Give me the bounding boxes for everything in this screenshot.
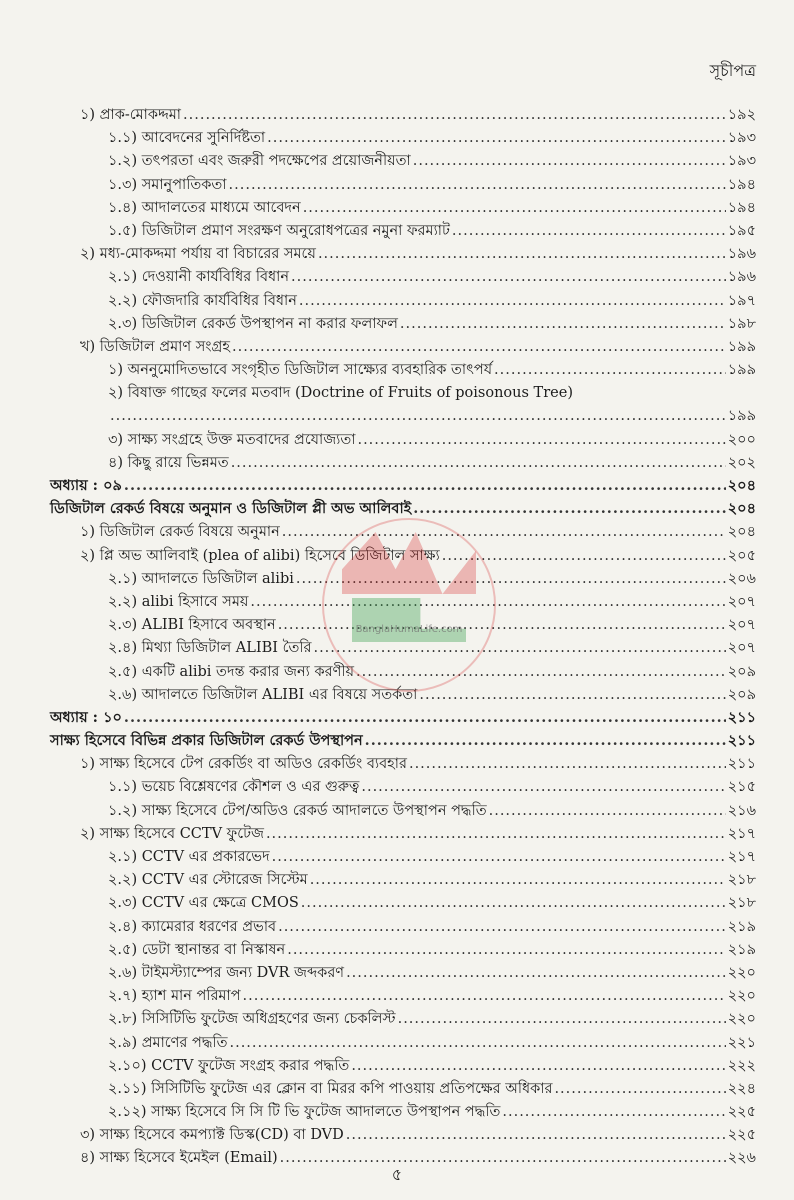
toc-entry-title: অধ্যায় : ০৯ bbox=[50, 477, 122, 494]
toc-entry bbox=[0, 684, 794, 707]
toc-entry bbox=[0, 1055, 794, 1078]
toc-leader-dots bbox=[365, 732, 726, 749]
toc-leader-dots bbox=[409, 756, 726, 772]
toc-entry bbox=[0, 591, 794, 614]
toc-entry bbox=[0, 661, 794, 684]
toc-entry-page: ২০৭ bbox=[727, 640, 756, 657]
toc-entry-page: ২০৫ bbox=[727, 547, 756, 564]
toc-entry-page: ২২০ bbox=[727, 964, 756, 981]
toc-leader-dots bbox=[301, 895, 726, 911]
toc-entry-page: ১৯৪ bbox=[727, 199, 756, 216]
toc-entry-title: ২.৩) ডিজিটাল রেকর্ড উপস্থাপন না করার ফলাফল bbox=[108, 315, 398, 332]
toc-entry bbox=[0, 939, 794, 962]
toc-leader-dots bbox=[419, 687, 725, 703]
toc-entry bbox=[0, 800, 794, 823]
toc-leader-dots bbox=[272, 849, 726, 865]
toc-leader-dots bbox=[452, 223, 726, 239]
toc-leader-dots bbox=[398, 1011, 726, 1027]
toc-leader-dots bbox=[231, 455, 726, 471]
toc-entry-page: ২২৬ bbox=[727, 1150, 756, 1167]
toc-entry bbox=[0, 1124, 794, 1147]
toc-entry-page: ২২৫ bbox=[727, 1127, 756, 1144]
toc-entry-page: ১৯৯ bbox=[727, 338, 756, 355]
toc-entry-title: ১.৩) সমানুপাতিকতা bbox=[108, 176, 227, 193]
toc-entry-page: ২০৯ bbox=[727, 663, 756, 680]
toc-entry bbox=[0, 892, 794, 915]
toc-leader-dots bbox=[243, 988, 726, 1004]
toc-entry-title: ২.৬) আদালতে ডিজিটাল ALIBI এর বিষয়ে সতর্কতা bbox=[108, 686, 418, 703]
toc-entry-title: ১.২) তৎপরতা এবং জরুরী পদক্ষেপের প্রয়োজনীয়তা bbox=[108, 153, 411, 170]
toc-entry-page: ২০৯ bbox=[727, 686, 756, 703]
toc-entry bbox=[0, 1101, 794, 1124]
toc-leader-dots bbox=[494, 362, 726, 378]
toc-entry-title: ১.৫) ডিজিটাল প্রমাণ সংরক্ষণ অনুরোধপত্রের নমুনা ফরম্যাট bbox=[108, 222, 450, 239]
toc-leader-dots bbox=[356, 664, 726, 680]
toc-leader-dots bbox=[310, 872, 726, 888]
toc-entry-title: ২) সাক্ষ্য হিসেবে CCTV ফুটেজ bbox=[80, 825, 264, 842]
toc-entry-page: ২০৪ bbox=[727, 500, 756, 518]
toc-leader-dots bbox=[361, 779, 725, 795]
toc-entry-page: ২১৮ bbox=[727, 895, 756, 912]
toc-entry-title: ২.৬) টাইমস্ট্যাম্পের জন্য DVR জব্দকরণ bbox=[108, 964, 345, 981]
toc-entry-page: ২১৯ bbox=[727, 918, 756, 935]
toc-entry-page: ২১৮ bbox=[727, 872, 756, 889]
toc-entry-title: ২.৪) ক্যামেরার ধরণের প্রভাব bbox=[108, 918, 277, 935]
toc-entry bbox=[0, 197, 794, 220]
toc-leader-dots bbox=[278, 617, 726, 633]
toc-entry-title: ২.২) CCTV এর স্টোরেজ সিস্টেম bbox=[108, 872, 308, 889]
toc-entry-page: ২১৬ bbox=[727, 802, 756, 819]
toc-entry-page: ২১১ bbox=[727, 756, 756, 773]
toc-entry bbox=[0, 405, 794, 428]
toc-leader-dots bbox=[303, 200, 726, 216]
toc-leader-dots bbox=[442, 548, 726, 564]
toc-entry-page: ২০৪ bbox=[727, 477, 756, 494]
toc-entry-page: ২১১ bbox=[727, 732, 756, 750]
toc-leader-dots bbox=[183, 107, 726, 123]
toc-entry-title: ২.১১) সিসিটিভি ফুটেজ এর ক্লোন বা মিরর কপি পাওয়ায় প্রতিপক্ষের অধিকার bbox=[108, 1080, 553, 1097]
toc-entry-title: ২) মধ্য-মোকদ্দমা পর্যায় বা বিচারের সময়ে bbox=[80, 246, 316, 263]
toc-entry-title: ২.১) CCTV এর প্রকারভেদ bbox=[108, 849, 270, 865]
toc-entry-title: ২.৫) ডেটা স্থানান্তর বা নিস্কাষন bbox=[108, 941, 286, 958]
toc-entry bbox=[0, 429, 794, 452]
toc-entry bbox=[0, 336, 794, 359]
toc-entry-title: ২.২) alibi হিসাবে সময় bbox=[108, 593, 249, 610]
toc-entry bbox=[0, 382, 794, 405]
toc-entry-title: ১.৪) আদালতের মাধ্যমে আবেদন bbox=[108, 199, 301, 216]
toc-leader-dots bbox=[400, 316, 726, 332]
table-of-contents bbox=[0, 104, 794, 1171]
toc-leader-dots bbox=[318, 246, 726, 262]
toc-entry-page: ১৯৫ bbox=[727, 222, 756, 239]
toc-entry bbox=[0, 637, 794, 660]
toc-entry bbox=[0, 846, 794, 869]
toc-leader-dots bbox=[357, 432, 725, 448]
toc-entry-page: ১৯৪ bbox=[727, 176, 756, 193]
toc-entry-page: ২২২ bbox=[727, 1057, 756, 1074]
toc-entry bbox=[0, 243, 794, 266]
toc-entry-title: ২.৪) মিথ্যা ডিজিটাল ALIBI তৈরি bbox=[108, 640, 312, 657]
toc-entry-title: ১) অননুমোদিতভাবে সংগৃহীত ডিজিটাল সাক্ষ্যের ব্যবহারিক তাৎপর্য bbox=[108, 362, 493, 379]
toc-entry bbox=[0, 730, 794, 753]
toc-entry-page: ২০২ bbox=[727, 454, 756, 471]
toc-entry-title: ২.১০) CCTV ফুটেজ সংগ্রহ করার পদ্ধতি bbox=[108, 1057, 350, 1074]
toc-leader-dots bbox=[413, 153, 726, 169]
toc-entry-title: খ) ডিজিটাল প্রমাণ সংগ্রহ bbox=[80, 338, 231, 355]
toc-entry-title: সাক্ষ্য হিসেবে বিভিন্ন প্রকার ডিজিটাল রেকর্ড উপস্থাপন bbox=[50, 732, 363, 750]
toc-entry-page: ২১৭ bbox=[727, 849, 756, 865]
toc-entry-page: ১৯৭ bbox=[727, 292, 756, 309]
toc-leader-dots bbox=[124, 477, 726, 494]
toc-leader-dots bbox=[232, 339, 726, 355]
toc-entry-page: ২২০ bbox=[727, 1011, 756, 1028]
toc-entry-page: ২১৭ bbox=[727, 825, 756, 842]
toc-leader-dots bbox=[351, 1058, 725, 1074]
toc-entry bbox=[0, 614, 794, 637]
toc-entry-title: ২.৯) প্রমাণের পদ্ধতি bbox=[108, 1034, 228, 1051]
toc-leader-dots bbox=[413, 500, 726, 517]
toc-entry-page: ২১১ bbox=[727, 708, 756, 726]
toc-leader-dots bbox=[291, 269, 726, 285]
toc-leader-dots bbox=[554, 1081, 725, 1097]
toc-entry-title: ১) সাক্ষ্য হিসেবে টেপ রেকর্ডিং বা অডিও রেকর্ডিং ব্যবহার bbox=[80, 756, 407, 773]
toc-entry-title: ২.৮) সিসিটিভি ফুটেজ অধিগ্রহণের জন্য চেকলিস্ট bbox=[108, 1011, 396, 1028]
toc-leader-dots bbox=[489, 803, 726, 819]
toc-entry bbox=[0, 776, 794, 799]
toc-leader-dots bbox=[110, 408, 726, 424]
toc-entry bbox=[0, 498, 794, 521]
toc-leader-dots bbox=[229, 177, 726, 193]
watermark-text: BanglaHumaLife.com bbox=[355, 624, 463, 635]
toc-entry bbox=[0, 127, 794, 150]
toc-entry-page: ২০৭ bbox=[727, 617, 756, 634]
toc-entry-title: ৩) সাক্ষ্য হিসেবে কমপ্যাক্ট ডিস্ক(CD) বা DVD bbox=[80, 1127, 344, 1144]
toc-entry-page: ১৯৯ bbox=[727, 408, 756, 425]
toc-entry-title: ২.১) দেওয়ানী কার্যবিধির বিধান bbox=[108, 269, 290, 286]
toc-entry-page: ২২৫ bbox=[727, 1104, 756, 1121]
toc-entry-page: ২১৫ bbox=[727, 779, 756, 796]
toc-entry-title: ২.১) আদালতে ডিজিটাল alibi bbox=[108, 570, 294, 587]
toc-entry-title: ৪) কিছু রায়ে ভিন্নমত bbox=[108, 454, 229, 471]
toc-entry bbox=[0, 1008, 794, 1031]
toc-leader-dots bbox=[346, 1127, 726, 1143]
toc-entry-page: ১৯৬ bbox=[727, 269, 756, 286]
toc-leader-dots bbox=[299, 293, 726, 309]
toc-entry-page: ২২১ bbox=[727, 1034, 756, 1051]
toc-leader-dots bbox=[502, 1104, 725, 1120]
toc-leader-dots bbox=[124, 709, 726, 726]
toc-entry-page: ১৯৬ bbox=[727, 246, 756, 263]
toc-entry bbox=[0, 359, 794, 382]
toc-leader-dots bbox=[250, 594, 725, 610]
toc-leader-dots bbox=[267, 130, 726, 146]
toc-entry-page: ২২০ bbox=[727, 988, 756, 1005]
toc-entry bbox=[0, 869, 794, 892]
toc-entry-title: ২.৩) CCTV এর ক্ষেত্রে CMOS bbox=[108, 895, 299, 912]
toc-entry bbox=[0, 1032, 794, 1055]
toc-entry-title: ১.২) সাক্ষ্য হিসেবে টেপ/অডিও রেকর্ড আদালতে উপস্থাপন পদ্ধতি bbox=[108, 802, 487, 819]
toc-entry bbox=[0, 568, 794, 591]
toc-leader-dots bbox=[278, 919, 726, 935]
toc-entry-page: ১৯৮ bbox=[727, 315, 756, 332]
toc-entry bbox=[0, 1078, 794, 1101]
toc-entry-page: ১৯৯ bbox=[727, 362, 756, 379]
toc-entry-title: ২) প্লি অভ আলিবাই (plea of alibi) হিসেবে ডিজিটাল সাক্ষ্য bbox=[80, 547, 440, 564]
toc-entry-title: ১.১) ভয়েচ বিশ্লেষণের কৌশল ও এর গুরুত্ব bbox=[108, 779, 360, 796]
toc-leader-dots bbox=[313, 640, 725, 656]
toc-entry bbox=[0, 521, 794, 544]
toc-leader-dots bbox=[287, 942, 726, 958]
toc-entry-title: ৩) সাক্ষ্য সংগ্রহে উক্ত মতবাদের প্রযোজ্যতা bbox=[108, 431, 356, 448]
toc-entry bbox=[0, 985, 794, 1008]
toc-entry-title: ২.৭) হ্যাশ মান পরিমাপ bbox=[108, 988, 241, 1005]
toc-entry-title: ডিজিটাল রেকর্ড বিষয়ে অনুমান ও ডিজিটাল প্লী অভ আলিবাই bbox=[50, 500, 412, 518]
toc-entry-page: ১৯৩ bbox=[727, 130, 756, 147]
toc-entry-title: ২) বিষাক্ত গাছের ফলের মতবাদ (Doctrine of Fruits of poisonous Tree) bbox=[108, 385, 573, 402]
toc-leader-dots bbox=[282, 524, 726, 540]
toc-leader-dots bbox=[266, 826, 726, 842]
toc-entry bbox=[0, 313, 794, 336]
toc-entry-page: ২২৪ bbox=[727, 1080, 756, 1097]
toc-entry bbox=[0, 823, 794, 846]
toc-entry-title: ২.১২) সাক্ষ্য হিসেবে সি সি টি ভি ফুটেজ আদালতে উপস্থাপন পদ্ধতি bbox=[108, 1104, 501, 1121]
toc-leader-dots bbox=[296, 571, 726, 587]
toc-entry-title: ১) ডিজিটাল রেকর্ড বিষয়ে অনুমান bbox=[80, 524, 280, 541]
toc-entry bbox=[0, 174, 794, 197]
toc-entry bbox=[0, 104, 794, 127]
toc-entry-page: ২০০ bbox=[727, 431, 756, 448]
toc-entry-page: ২০৭ bbox=[727, 593, 756, 610]
toc-entry-page: ২০৪ bbox=[727, 524, 756, 541]
toc-entry bbox=[0, 753, 794, 776]
toc-entry bbox=[0, 707, 794, 730]
toc-entry-title: ১) প্রাক-মোকদ্দমা bbox=[80, 107, 182, 123]
toc-entry bbox=[0, 266, 794, 289]
toc-leader-dots bbox=[346, 965, 726, 981]
toc-entry-title: ২.৫) একটি alibi তদন্ত করার জন্য করণীয় bbox=[108, 663, 355, 680]
toc-entry bbox=[0, 962, 794, 985]
toc-entry-page: ২১৯ bbox=[727, 941, 756, 958]
toc-entry bbox=[0, 150, 794, 173]
toc-entry-title: ২.২) ফৌজদারি কার্যবিধির বিধান bbox=[108, 292, 297, 309]
toc-entry-page: ২০৬ bbox=[727, 570, 756, 587]
toc-leader-dots bbox=[229, 1035, 725, 1051]
toc-entry bbox=[0, 452, 794, 475]
toc-entry bbox=[0, 220, 794, 243]
toc-entry-title: ৪) সাক্ষ্য হিসেবে ইমেইল (Email) bbox=[80, 1150, 278, 1167]
toc-entry-title: ২.৩) ALIBI হিসাবে অবস্থান bbox=[108, 617, 276, 634]
toc-entry-title: ১.১) আবেদনের সুনির্দিষ্টতা bbox=[108, 130, 266, 147]
page-number: ৫ bbox=[391, 1165, 403, 1184]
toc-entry-title: অধ্যায় : ১০ bbox=[50, 708, 122, 726]
toc-entry bbox=[0, 475, 794, 498]
toc-entry bbox=[0, 916, 794, 939]
toc-entry bbox=[0, 545, 794, 568]
toc-entry bbox=[0, 290, 794, 313]
toc-entry-page: ১৯২ bbox=[727, 107, 756, 123]
toc-entry-page: ১৯৩ bbox=[727, 153, 756, 170]
page-header: সূচীপত্র bbox=[709, 61, 756, 80]
